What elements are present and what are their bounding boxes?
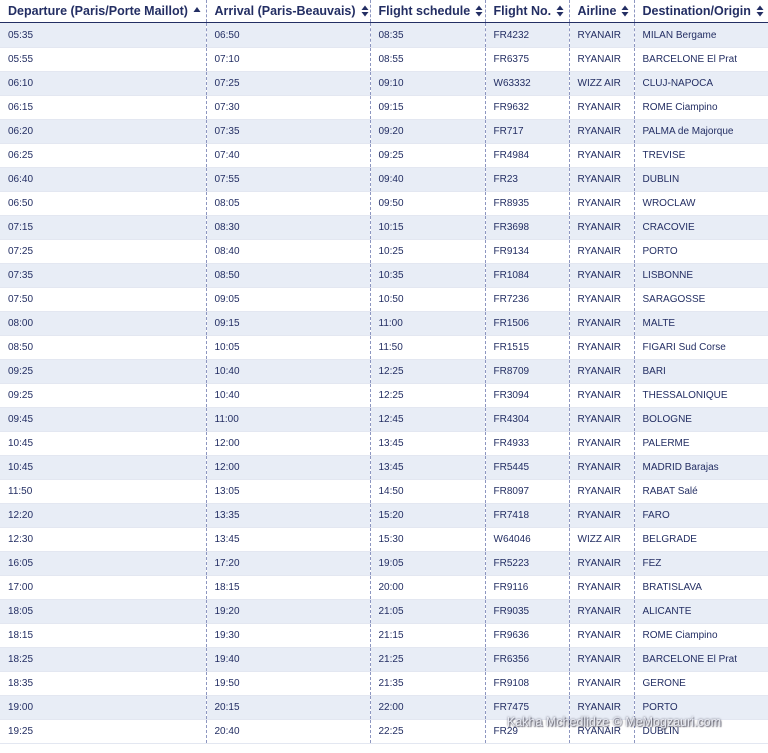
arrival-time-cell: 08:30 <box>206 216 370 240</box>
arrival-time-cell: 09:15 <box>206 312 370 336</box>
table-row <box>0 624 768 648</box>
airline-cell: RYANAIR <box>569 288 634 312</box>
destination-cell: PALERME <box>634 432 768 456</box>
flight-number-cell: FR4232 <box>485 23 569 48</box>
arrival-time-cell: 07:25 <box>206 72 370 96</box>
flight-time-cell: 08:35 <box>370 23 485 48</box>
flight-time-cell: 08:55 <box>370 48 485 72</box>
destination-cell: FEZ <box>634 552 768 576</box>
column-header-airline[interactable] <box>569 0 634 23</box>
airline-cell: RYANAIR <box>569 264 634 288</box>
airline-cell: RYANAIR <box>569 144 634 168</box>
departure-time-cell: 06:40 <box>0 168 206 192</box>
airline-cell: RYANAIR <box>569 168 634 192</box>
flight-time-cell: 21:25 <box>370 648 485 672</box>
flight-time-cell: 11:00 <box>370 312 485 336</box>
arrival-time-cell: 07:35 <box>206 120 370 144</box>
flight-time-cell: 13:45 <box>370 456 485 480</box>
column-header-label: Arrival (Paris-Beauvais) <box>214 4 356 18</box>
flight-number-cell: FR8097 <box>485 480 569 504</box>
table-row <box>0 384 768 408</box>
arrival-time-cell: 07:10 <box>206 48 370 72</box>
table-row <box>0 144 768 168</box>
destination-cell: PORTO <box>634 696 768 720</box>
destination-cell: BARCELONE El Prat <box>634 648 768 672</box>
arrival-time-cell: 13:45 <box>206 528 370 552</box>
flight-time-cell: 09:40 <box>370 168 485 192</box>
departure-time-cell: 07:25 <box>0 240 206 264</box>
column-header-flight-no[interactable] <box>485 0 569 23</box>
destination-cell: RABAT Salé <box>634 480 768 504</box>
flight-number-cell: FR9636 <box>485 624 569 648</box>
destination-cell: SARAGOSSE <box>634 288 768 312</box>
table-row <box>0 23 768 48</box>
departure-time-cell: 06:20 <box>0 120 206 144</box>
table-row <box>0 336 768 360</box>
arrival-time-cell: 07:30 <box>206 96 370 120</box>
arrival-time-cell: 19:40 <box>206 648 370 672</box>
flight-number-cell: FR5223 <box>485 552 569 576</box>
flight-number-cell: FR3094 <box>485 384 569 408</box>
departure-time-cell: 10:45 <box>0 432 206 456</box>
flight-number-cell: FR3698 <box>485 216 569 240</box>
airline-cell: WIZZ AIR <box>569 72 634 96</box>
flight-number-cell: FR9108 <box>485 672 569 696</box>
destination-cell: PALMA de Majorque <box>634 120 768 144</box>
arrival-time-cell: 17:20 <box>206 552 370 576</box>
column-header-arrival[interactable] <box>206 0 370 23</box>
table-row <box>0 216 768 240</box>
destination-cell: GERONE <box>634 672 768 696</box>
airline-cell: RYANAIR <box>569 432 634 456</box>
airline-cell: RYANAIR <box>569 672 634 696</box>
sort-both-icon <box>361 5 369 17</box>
flight-number-cell: FR9134 <box>485 240 569 264</box>
table-row <box>0 312 768 336</box>
table-row <box>0 672 768 696</box>
sort-both-icon <box>475 5 483 17</box>
sort-both-icon <box>756 5 764 17</box>
departure-time-cell: 06:10 <box>0 72 206 96</box>
arrival-time-cell: 08:40 <box>206 240 370 264</box>
airline-cell: RYANAIR <box>569 696 634 720</box>
arrival-time-cell: 10:40 <box>206 384 370 408</box>
flight-number-cell: FR8709 <box>485 360 569 384</box>
departure-time-cell: 05:55 <box>0 48 206 72</box>
arrival-time-cell: 20:40 <box>206 720 370 744</box>
destination-cell: ALICANTE <box>634 600 768 624</box>
destination-cell: WROCLAW <box>634 192 768 216</box>
departure-time-cell: 07:15 <box>0 216 206 240</box>
flight-number-cell: FR7475 <box>485 696 569 720</box>
flight-time-cell: 10:25 <box>370 240 485 264</box>
flight-number-cell: FR1515 <box>485 336 569 360</box>
table-row <box>0 528 768 552</box>
airline-cell: RYANAIR <box>569 480 634 504</box>
flight-time-cell: 22:00 <box>370 696 485 720</box>
table-row <box>0 456 768 480</box>
flight-time-cell: 21:15 <box>370 624 485 648</box>
flight-number-cell: FR6356 <box>485 648 569 672</box>
flight-time-cell: 10:50 <box>370 288 485 312</box>
departure-time-cell: 12:20 <box>0 504 206 528</box>
flight-number-cell: FR6375 <box>485 48 569 72</box>
flight-time-cell: 13:45 <box>370 432 485 456</box>
flight-number-cell: FR5445 <box>485 456 569 480</box>
arrival-time-cell: 08:05 <box>206 192 370 216</box>
arrival-time-cell: 12:00 <box>206 456 370 480</box>
arrival-time-cell: 20:15 <box>206 696 370 720</box>
sort-both-icon <box>621 5 629 17</box>
watermark-text: Kakha Mchedlidze © MeMogzauri.com <box>507 715 722 729</box>
table-row <box>0 288 768 312</box>
airline-cell: RYANAIR <box>569 96 634 120</box>
airline-cell: RYANAIR <box>569 720 634 744</box>
sort-asc-icon <box>193 5 201 17</box>
flight-time-cell: 09:25 <box>370 144 485 168</box>
flight-time-cell: 19:05 <box>370 552 485 576</box>
departure-time-cell: 06:25 <box>0 144 206 168</box>
flight-number-cell: FR29 <box>485 720 569 744</box>
destination-cell: PORTO <box>634 240 768 264</box>
arrival-time-cell: 11:00 <box>206 408 370 432</box>
table-row <box>0 504 768 528</box>
column-header-label: Flight schedule <box>378 4 471 18</box>
destination-cell: MADRID Barajas <box>634 456 768 480</box>
arrival-time-cell: 10:05 <box>206 336 370 360</box>
arrival-time-cell: 08:50 <box>206 264 370 288</box>
table-row <box>0 168 768 192</box>
table-row <box>0 240 768 264</box>
flight-number-cell: FR4933 <box>485 432 569 456</box>
flight-time-cell: 12:25 <box>370 360 485 384</box>
airline-cell: RYANAIR <box>569 240 634 264</box>
arrival-time-cell: 07:40 <box>206 144 370 168</box>
airline-cell: RYANAIR <box>569 192 634 216</box>
table-row <box>0 552 768 576</box>
flight-time-cell: 12:45 <box>370 408 485 432</box>
departure-time-cell: 05:35 <box>0 23 206 48</box>
flight-number-cell: FR717 <box>485 120 569 144</box>
column-header-departure[interactable] <box>0 0 206 23</box>
departure-time-cell: 11:50 <box>0 480 206 504</box>
flight-number-cell: FR9116 <box>485 576 569 600</box>
column-header-flight-schedule[interactable] <box>370 0 485 23</box>
column-header-label: Flight No. <box>493 4 552 18</box>
table-row <box>0 48 768 72</box>
table-row <box>0 432 768 456</box>
flight-number-cell: FR7418 <box>485 504 569 528</box>
table-row <box>0 192 768 216</box>
destination-cell: TREVISE <box>634 144 768 168</box>
column-header-label: Destination/Origin <box>642 4 751 18</box>
departure-time-cell: 08:00 <box>0 312 206 336</box>
flight-time-cell: 15:30 <box>370 528 485 552</box>
flight-time-cell: 20:00 <box>370 576 485 600</box>
departure-time-cell: 09:25 <box>0 360 206 384</box>
departure-time-cell: 17:00 <box>0 576 206 600</box>
destination-cell: CRACOVIE <box>634 216 768 240</box>
flight-number-cell: FR1084 <box>485 264 569 288</box>
destination-cell: BELGRADE <box>634 528 768 552</box>
destination-cell: LISBONNE <box>634 264 768 288</box>
departure-time-cell: 12:30 <box>0 528 206 552</box>
departure-time-cell: 07:35 <box>0 264 206 288</box>
destination-cell: CLUJ-NAPOCA <box>634 72 768 96</box>
table-row <box>0 360 768 384</box>
arrival-time-cell: 13:05 <box>206 480 370 504</box>
airline-cell: RYANAIR <box>569 552 634 576</box>
table-row <box>0 696 768 720</box>
departure-time-cell: 06:15 <box>0 96 206 120</box>
flight-time-cell: 21:35 <box>370 672 485 696</box>
flight-time-cell: 09:10 <box>370 72 485 96</box>
airline-cell: RYANAIR <box>569 648 634 672</box>
airline-cell: RYANAIR <box>569 384 634 408</box>
destination-cell: ROME Ciampino <box>634 624 768 648</box>
arrival-time-cell: 12:00 <box>206 432 370 456</box>
departure-time-cell: 10:45 <box>0 456 206 480</box>
departure-time-cell: 09:25 <box>0 384 206 408</box>
column-header-destination[interactable] <box>634 0 768 23</box>
flight-number-cell: FR1506 <box>485 312 569 336</box>
flight-number-cell: W64046 <box>485 528 569 552</box>
flight-number-cell: FR9035 <box>485 600 569 624</box>
airline-cell: RYANAIR <box>569 360 634 384</box>
arrival-time-cell: 19:50 <box>206 672 370 696</box>
flight-number-cell: FR4984 <box>485 144 569 168</box>
table-row <box>0 264 768 288</box>
departure-time-cell: 16:05 <box>0 552 206 576</box>
flight-number-cell: FR4304 <box>485 408 569 432</box>
arrival-time-cell: 09:05 <box>206 288 370 312</box>
departure-time-cell: 18:25 <box>0 648 206 672</box>
table-row <box>0 480 768 504</box>
arrival-time-cell: 10:40 <box>206 360 370 384</box>
table-row <box>0 576 768 600</box>
column-header-label: Airline <box>577 4 617 18</box>
destination-cell: THESSALONIQUE <box>634 384 768 408</box>
departure-time-cell: 18:35 <box>0 672 206 696</box>
destination-cell: BOLOGNE <box>634 408 768 432</box>
destination-cell: FARO <box>634 504 768 528</box>
flight-time-cell: 10:15 <box>370 216 485 240</box>
airline-cell: RYANAIR <box>569 576 634 600</box>
departure-time-cell: 19:25 <box>0 720 206 744</box>
airline-cell: RYANAIR <box>569 216 634 240</box>
destination-cell: FIGARI Sud Corse <box>634 336 768 360</box>
airline-cell: RYANAIR <box>569 456 634 480</box>
table-body <box>0 23 768 744</box>
departure-time-cell: 18:05 <box>0 600 206 624</box>
flight-time-cell: 11:50 <box>370 336 485 360</box>
destination-cell: BRATISLAVA <box>634 576 768 600</box>
airline-cell: RYANAIR <box>569 504 634 528</box>
airline-cell: RYANAIR <box>569 408 634 432</box>
airline-cell: RYANAIR <box>569 624 634 648</box>
sort-both-icon <box>556 5 564 17</box>
table-row <box>0 120 768 144</box>
flight-time-cell: 15:20 <box>370 504 485 528</box>
flight-time-cell: 14:50 <box>370 480 485 504</box>
airline-cell: RYANAIR <box>569 120 634 144</box>
flight-time-cell: 12:25 <box>370 384 485 408</box>
destination-cell: DUBLIN <box>634 720 768 744</box>
arrival-time-cell: 06:50 <box>206 23 370 48</box>
arrival-time-cell: 19:20 <box>206 600 370 624</box>
arrival-time-cell: 13:35 <box>206 504 370 528</box>
destination-cell: MILAN Bergame <box>634 23 768 48</box>
table-row <box>0 600 768 624</box>
table-row <box>0 96 768 120</box>
flight-time-cell: 09:50 <box>370 192 485 216</box>
departure-time-cell: 07:50 <box>0 288 206 312</box>
departure-time-cell: 06:50 <box>0 192 206 216</box>
flight-time-cell: 09:20 <box>370 120 485 144</box>
table-row <box>0 72 768 96</box>
arrival-time-cell: 18:15 <box>206 576 370 600</box>
departure-time-cell: 18:15 <box>0 624 206 648</box>
flight-time-cell: 10:35 <box>370 264 485 288</box>
airline-cell: RYANAIR <box>569 336 634 360</box>
flight-time-cell: 09:15 <box>370 96 485 120</box>
departure-time-cell: 09:45 <box>0 408 206 432</box>
arrival-time-cell: 07:55 <box>206 168 370 192</box>
departure-time-cell: 08:50 <box>0 336 206 360</box>
arrival-time-cell: 19:30 <box>206 624 370 648</box>
flight-number-cell: FR9632 <box>485 96 569 120</box>
table-row <box>0 408 768 432</box>
departure-time-cell: 19:00 <box>0 696 206 720</box>
destination-cell: ROME Ciampino <box>634 96 768 120</box>
table-row <box>0 720 768 744</box>
destination-cell: BARCELONE El Prat <box>634 48 768 72</box>
flight-number-cell: FR8935 <box>485 192 569 216</box>
table-header-row <box>0 0 768 23</box>
airline-cell: RYANAIR <box>569 48 634 72</box>
airline-cell: RYANAIR <box>569 600 634 624</box>
airline-cell: WIZZ AIR <box>569 528 634 552</box>
flight-time-cell: 21:05 <box>370 600 485 624</box>
flight-time-cell: 22:25 <box>370 720 485 744</box>
destination-cell: MALTE <box>634 312 768 336</box>
flight-number-cell: FR23 <box>485 168 569 192</box>
flight-number-cell: FR7236 <box>485 288 569 312</box>
flight-number-cell: W63332 <box>485 72 569 96</box>
destination-cell: DUBLIN <box>634 168 768 192</box>
airline-cell: RYANAIR <box>569 312 634 336</box>
airline-cell: RYANAIR <box>569 23 634 48</box>
table-row <box>0 648 768 672</box>
column-header-label: Departure (Paris/Porte Maillot) <box>8 4 188 18</box>
destination-cell: BARI <box>634 360 768 384</box>
